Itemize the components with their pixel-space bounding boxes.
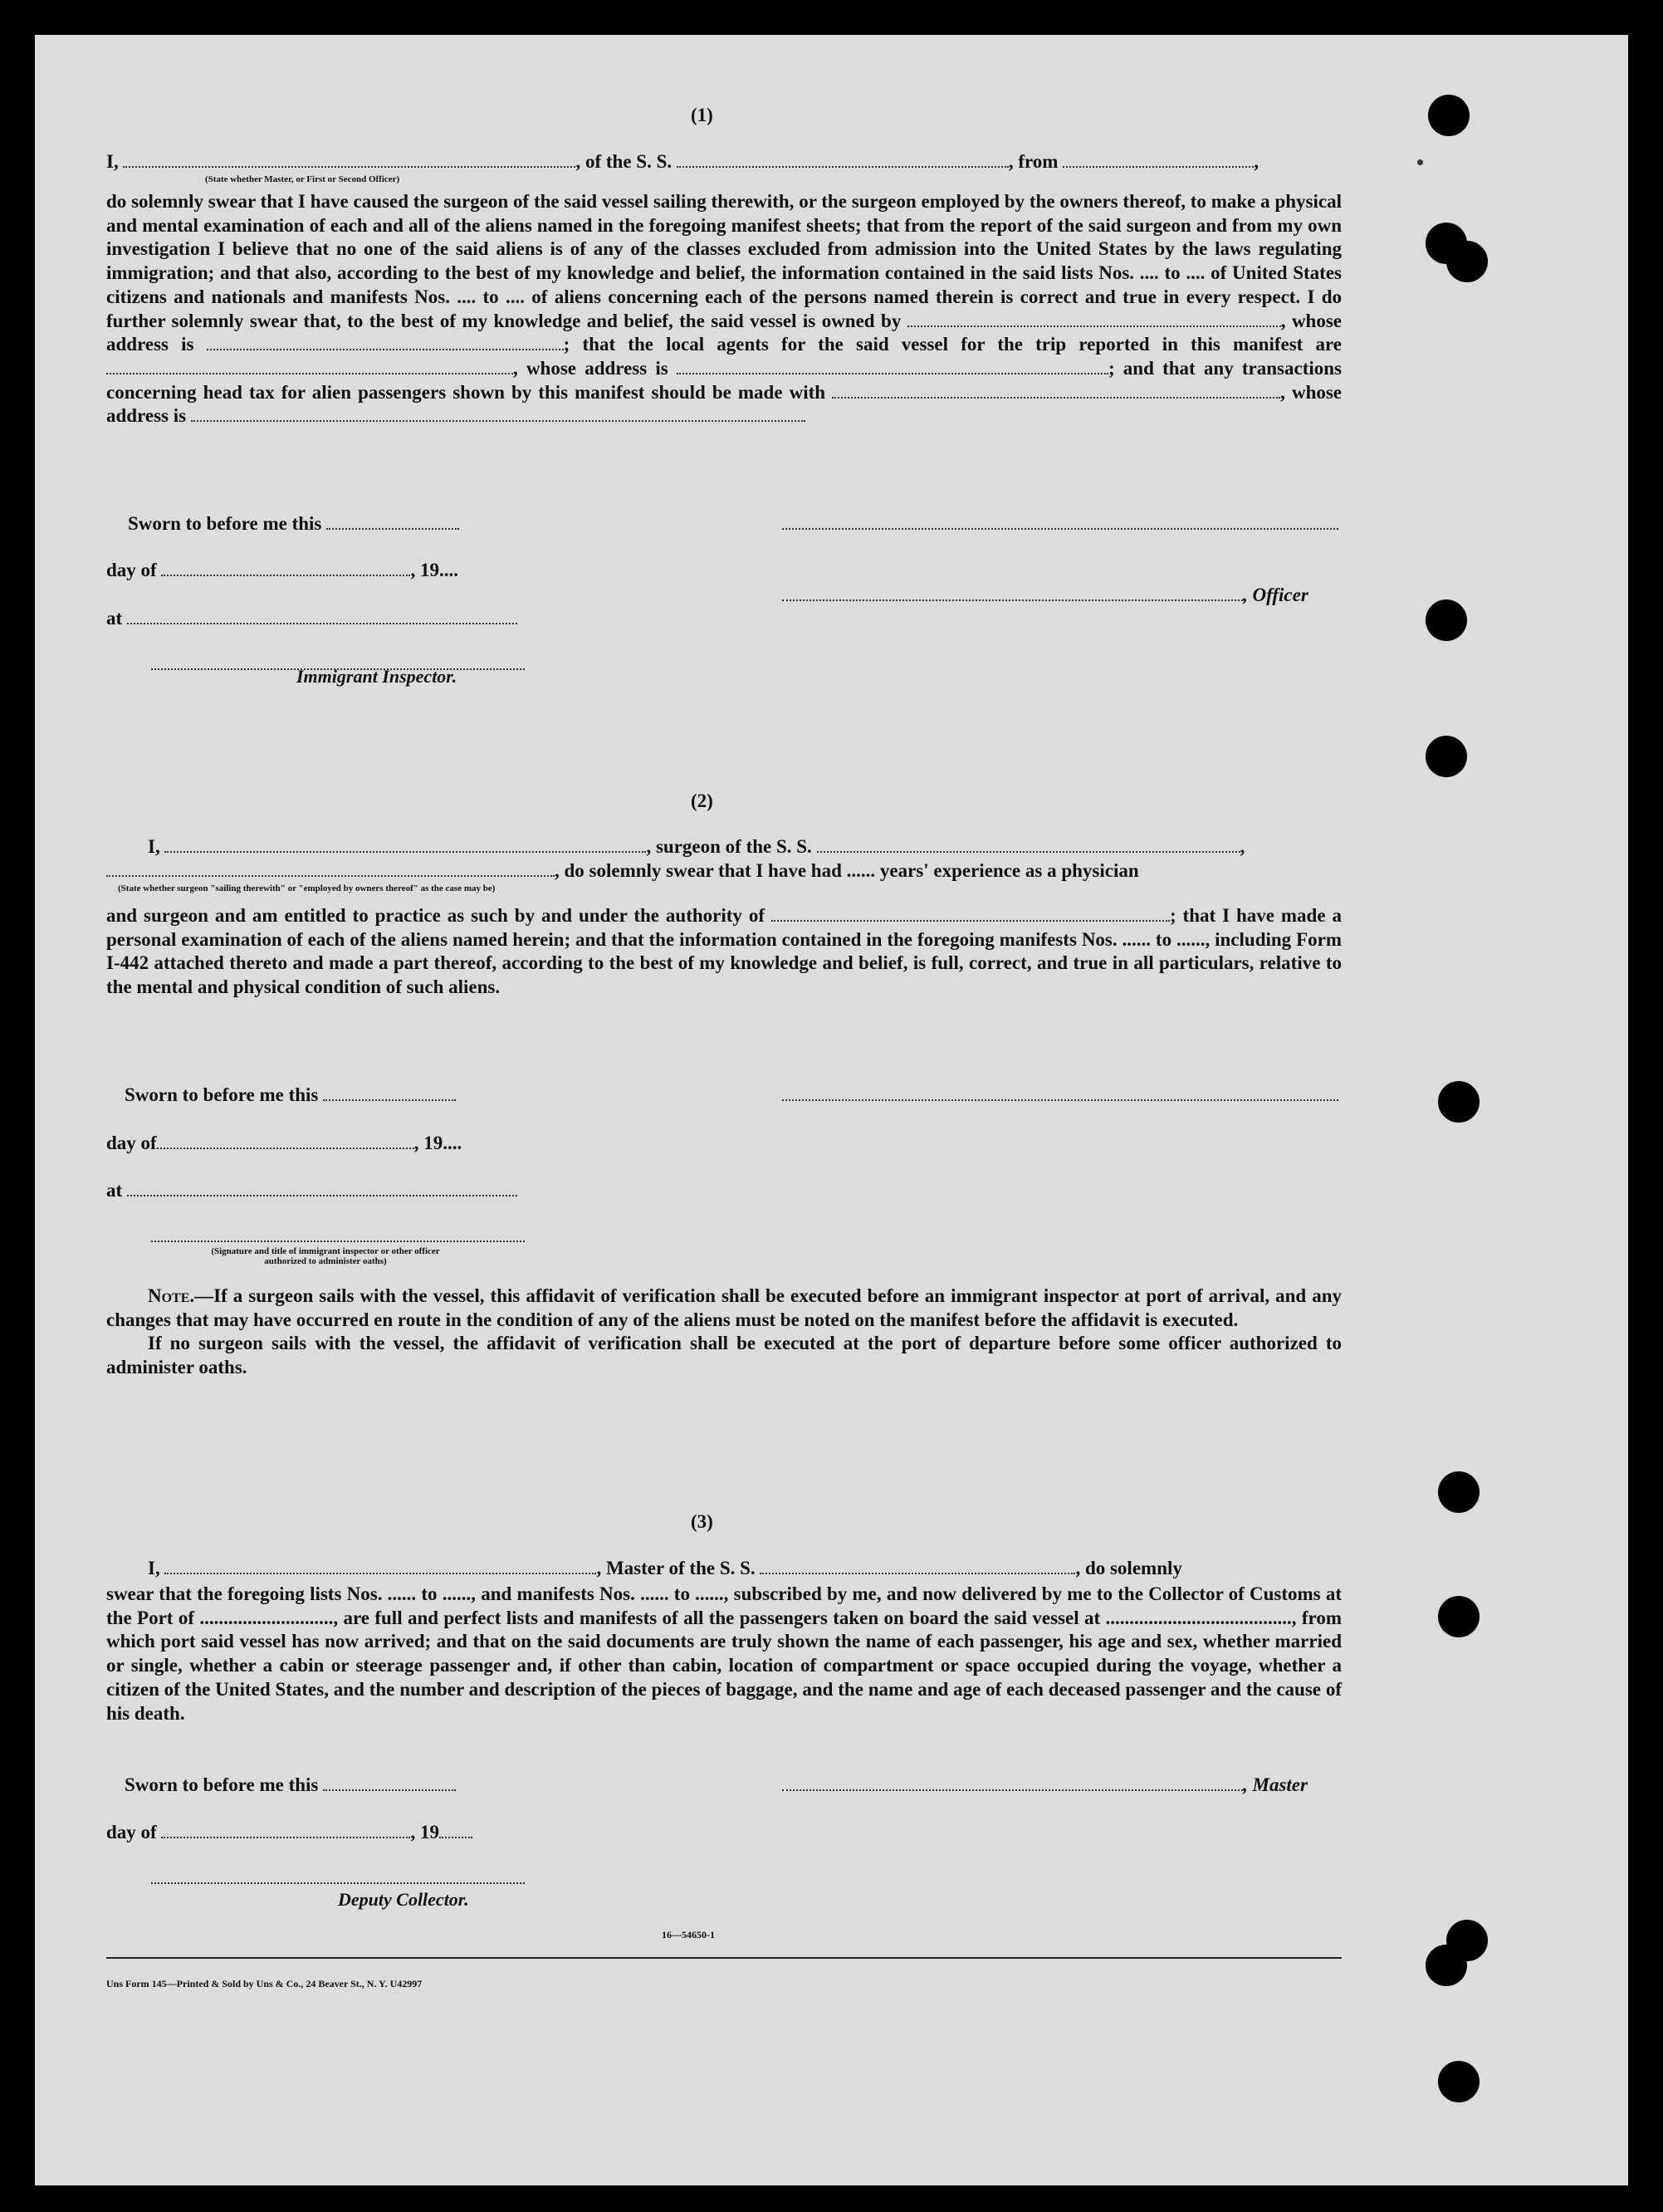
section2-sworn: Sworn to before me this (125, 1084, 456, 1106)
official-signature-field[interactable] (151, 1227, 525, 1242)
section2-second-line: , do solemnly swear that I have had ...... years' experience as a physician (106, 860, 1139, 882)
section2-caption: (State whether surgeon "sailing therewith" or "employed by owners thereof" as the case may be) (118, 883, 496, 893)
footer-rule (106, 1957, 1342, 1959)
section3-first-line: I, , Master of the S. S. , do solemnly (148, 1558, 1182, 1578)
section3-dayof: day of , 19 (106, 1822, 472, 1843)
punch-hole (1438, 1471, 1480, 1513)
sworn-year-field-3[interactable] (439, 1823, 472, 1838)
section2-dayof: day of , 19.... (106, 1133, 462, 1153)
surgeon-vessel-field[interactable] (817, 838, 1240, 853)
section1-body: do solemnly swear that I have caused the surgeon of the said vessel sailing therewith, or the surgeon employed by the owners thereof, to make a physical and mental examination of each and all of the aliens named in the foregoing manifest sheets; that from the report of the said surgeon and from my own investigation I believe that no one of the said aliens is of any of the classes excluded from admission into the United States by the laws regulating immigration; and that also, according to the best of my knowledge and belief, the information contained in the said lists Nos. .... to .... of United States citizens and nationals and manifests Nos. .... to .... of aliens concerning each of the persons named therein is correct and true in every respect. I do further solemnly swear that, to the best of my knowledge and belief, the said vessel is owned by , whose address is ; that the local agents for the said vessel for the trip reported in this manifest are , whose address is ; and that any transactions concerning head tax for alien passengers shown by this manifest should be made with , whose address is (106, 191, 1343, 427)
surgeon-signature-field[interactable] (782, 1086, 1338, 1101)
punch-hole (1438, 1596, 1480, 1637)
officer-signature-field[interactable] (782, 586, 1243, 601)
form-code: 16—54650-1 (662, 1929, 715, 1940)
section1-sworn: Sworn to before me this (128, 513, 459, 535)
sworn-place-field[interactable] (127, 609, 517, 624)
section1-caption: (State whether Master, or First or Second Officer) (205, 174, 400, 184)
vessel-name-field[interactable] (677, 153, 1009, 168)
master-name-field-3[interactable] (164, 1559, 596, 1574)
section3-body: swear that the foregoing lists Nos. ...... to ......, and manifests Nos. ...... to ......, subscribed by me, and now delivered by me to the Collector of Customs at the Port of ............................, are full and perfect lists and manifests of all the passengers taken on board the said vessel at ......................................., from which port said vessel has now arrived; and that on the said documents are truly shown the name of each passenger, his age and sex, whether married or single, whether a cabin or steerage passenger and, if other than cabin, location of compartment or space occupied during the voyage, whether a citizen of the United States, and the number and description of the pieces of baggage, and the name and age of each deceased passenger and the cause of his death. (106, 1583, 1342, 1724)
deputy-collector-label: Deputy Collector. (338, 1889, 469, 1910)
sworn-month-field-2[interactable] (157, 1134, 414, 1149)
authority-field[interactable] (771, 907, 1170, 922)
section3-collector-line (151, 1867, 525, 1889)
section2-at: at (106, 1180, 517, 1201)
sworn-day-field-2[interactable] (323, 1086, 456, 1101)
section2-first-line: I, , surgeon of the S. S. , (148, 836, 1245, 857)
section2-official-line (151, 1226, 525, 1247)
punch-hole (1446, 241, 1488, 282)
punch-hole (1428, 95, 1470, 136)
punch-hole (1426, 599, 1467, 641)
sworn-day-field-3[interactable] (323, 1776, 456, 1791)
owner-address-field[interactable] (207, 335, 564, 350)
section3-sworn: Sworn to before me this (125, 1774, 456, 1796)
ink-speck (1417, 159, 1423, 165)
section1-at: at (106, 608, 517, 629)
agents-address-field[interactable] (677, 360, 1108, 374)
punch-hole (1426, 736, 1467, 777)
note-label: Note. (148, 1285, 195, 1306)
printer-imprint: Uns Form 145—Printed & Sold by Uns & Co., 24 Beaver St., N. Y. U42997 (106, 1978, 423, 1989)
section2-body: and surgeon and am entitled to practice as such by and under the authority of ; that I have made a personal examination of each of the aliens named herein; and that the information contained in the foregoing manifests Nos. ...... to ......, including Form I-442 attached thereto and made a part thereof, according to the best of my knowledge and belief, is full, correct, and true in all particulars, relative to the mental and physical condition of such aliens. (106, 905, 1342, 998)
master-signature-field[interactable] (782, 515, 1338, 530)
section1-officer-line: , Officer (782, 585, 1308, 606)
section1-number: (1) (691, 105, 713, 125)
punch-hole (1438, 2061, 1480, 2102)
immigrant-inspector-label: Immigrant Inspector. (296, 666, 457, 687)
owner-field[interactable] (907, 312, 1281, 327)
master-signature-field-3[interactable] (782, 1776, 1243, 1791)
sworn-place-field-2[interactable] (127, 1182, 517, 1197)
section1-first-line: I, , of the S. S. , from , (106, 151, 1259, 172)
section3-number: (3) (691, 1511, 713, 1532)
section1-dayof: day of , 19.... (106, 560, 458, 580)
section2-note: Note.—If a surgeon sails with the vessel, this affidavit of verification shall be executed before an immigrant inspector at port of arrival, and any changes that may have occurred en route in the condition of any of the aliens must be noted on the manifest before the affidavit is executed. If no surgeon sails with the vessel, the affidavit of verification shall be executed at the port of departure before some officer authorized to administer oaths. (106, 1285, 1342, 1378)
vessel-name-field-3[interactable] (760, 1559, 1075, 1574)
master-name-field[interactable] (123, 153, 575, 168)
sworn-day-field[interactable] (326, 515, 459, 530)
section2-number: (2) (691, 790, 713, 811)
sworn-month-field-3[interactable] (161, 1823, 410, 1838)
head-tax-address-field[interactable] (191, 407, 805, 422)
form-page (35, 35, 1628, 2185)
section2-signature-line (782, 1084, 1338, 1106)
local-agents-field[interactable] (106, 360, 513, 374)
punch-hole (1426, 1945, 1467, 1986)
section2-signature-caption: (Signature and title of immigrant inspector or other officer authorized to administer oaths) (211, 1246, 440, 1266)
punch-hole (1438, 1081, 1480, 1123)
from-port-field[interactable] (1063, 153, 1254, 168)
surgeon-name-field[interactable] (164, 838, 646, 853)
collector-signature-field[interactable] (151, 1869, 525, 1884)
section1-signature-line (782, 513, 1338, 535)
surgeon-status-field[interactable] (106, 862, 555, 877)
sworn-month-field[interactable] (161, 561, 410, 576)
section3-master-line: , Master (782, 1774, 1308, 1796)
head-tax-party-field[interactable] (832, 384, 1280, 399)
